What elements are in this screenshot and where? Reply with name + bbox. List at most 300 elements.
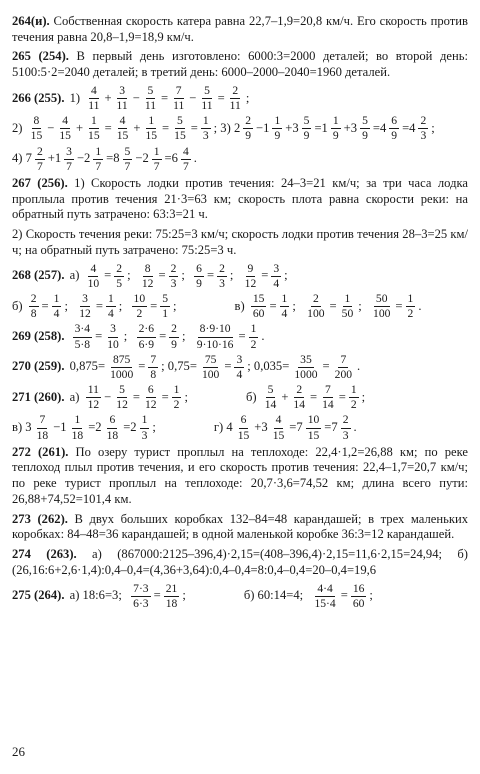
fraction: [169, 323, 179, 350]
denominator: 7: [153, 159, 160, 173]
numerator: 3: [80, 293, 90, 307]
solution-text: =: [161, 90, 169, 105]
denominator: 14: [293, 398, 306, 412]
denominator: 3: [420, 129, 427, 143]
problem-number: 273 (262).: [12, 511, 68, 526]
numerator: 7: [174, 85, 184, 99]
numerator: 1: [52, 293, 62, 307]
numerator: 1: [72, 414, 82, 428]
numerator: 5: [175, 115, 185, 129]
fraction: [243, 115, 253, 142]
numerator: 11: [86, 384, 101, 398]
numerator: 9: [246, 263, 256, 277]
fraction: [140, 414, 150, 441]
denominator: 12: [144, 398, 157, 412]
solution-text: ;: [123, 329, 134, 344]
fraction: [291, 384, 307, 411]
numerator: 2: [35, 146, 45, 160]
solution-text: =6: [164, 151, 178, 166]
numerator: 75: [203, 354, 219, 368]
fraction: [70, 414, 86, 441]
numerator: 3: [64, 146, 74, 160]
page-content: [12, 14, 468, 610]
numerator: 1: [280, 293, 290, 307]
numerator: 1: [349, 384, 359, 398]
problem-number: 271 (260).: [12, 389, 65, 404]
solution-text: =: [206, 268, 215, 283]
numerator: 7: [148, 354, 158, 368]
numerator: 2: [114, 263, 124, 277]
solution-text: ;: [245, 90, 250, 105]
solution-text: в) 3: [12, 420, 32, 435]
solution-text: ;: [64, 298, 75, 313]
solution-text: ;: [184, 389, 188, 404]
solution-text: =: [310, 389, 318, 404]
solution-text: ; 0,035=: [247, 359, 290, 374]
fraction: [143, 384, 159, 411]
solution-text: =4: [402, 121, 416, 136]
solution-text: =: [261, 268, 269, 283]
numerator: 5: [360, 115, 370, 129]
fraction: [114, 384, 130, 411]
denominator: 2: [350, 398, 357, 412]
solution-text: =2: [88, 420, 102, 435]
denominator: 11: [144, 99, 156, 113]
solution-text: =: [104, 268, 112, 283]
solution-text: в): [234, 298, 248, 313]
denominator: 12: [87, 398, 100, 412]
numerator: 50: [374, 293, 390, 307]
numerator: 10: [132, 293, 148, 307]
denominator: 7: [95, 159, 102, 173]
fraction: [171, 85, 186, 112]
denominator: 100: [201, 367, 220, 381]
fraction: [195, 323, 236, 350]
fraction: [271, 414, 287, 441]
fraction: [306, 414, 322, 441]
fraction: [418, 115, 428, 142]
numerator: 1: [272, 115, 282, 129]
numerator: 1: [249, 323, 259, 337]
fraction: [333, 354, 354, 381]
denominator: 9: [332, 129, 339, 143]
numerator: 1: [343, 293, 353, 307]
fraction: [115, 115, 131, 142]
denominator: 2: [136, 307, 143, 321]
solution-text: ;: [182, 588, 186, 603]
solution-text: =: [132, 389, 140, 404]
solution-formula-line: [12, 414, 468, 441]
fraction: [152, 146, 162, 173]
denominator: 6·9: [138, 337, 155, 351]
fraction: [123, 146, 133, 173]
problem-number: 264(и).: [12, 14, 50, 28]
fraction: [143, 85, 158, 112]
solution-text: а) (867000:2125–396,4)·2,15=(408–396,4)·2,15=11,6·2,15=24,94; б) (26,16:6+2,6·1,4):0,4–0,4=(4,36+3,64):0,4–0,4=8:0,4–0,4=20–0,4=19,6: [12, 547, 468, 577]
numerator: 7·3: [131, 583, 150, 597]
denominator: 15: [116, 129, 129, 143]
fraction: [77, 293, 93, 320]
solution-text: =: [269, 298, 277, 313]
fraction: [172, 384, 182, 411]
solution-text: −2: [135, 151, 149, 166]
denominator: 200: [334, 367, 353, 381]
denominator: 12: [79, 307, 91, 321]
denominator: 15: [59, 129, 71, 143]
solution-text: =: [138, 359, 146, 374]
solution-text: 1): [66, 90, 84, 105]
fraction: [140, 263, 156, 290]
solution-text: =: [190, 121, 198, 136]
denominator: 14: [264, 398, 277, 412]
solution-paragraph: [12, 547, 468, 578]
numerator: 2·6: [137, 323, 156, 337]
solution-text: =7: [289, 420, 303, 435]
numerator: 3: [108, 323, 118, 337]
numerator: 7: [338, 354, 348, 368]
solution-text: =: [150, 298, 158, 313]
solution-text: ;: [181, 329, 192, 344]
denominator: 3: [202, 129, 209, 143]
fraction: [52, 293, 62, 320]
solution-text: г) 4: [213, 420, 233, 435]
fraction: [200, 354, 221, 381]
numerator: 1: [89, 115, 99, 129]
page-number: 26: [12, 743, 25, 759]
fraction: [236, 414, 252, 441]
numerator: 8·9·10: [198, 323, 233, 337]
fraction: [86, 263, 102, 290]
denominator: 12: [244, 276, 257, 290]
solution-text: б): [245, 389, 260, 404]
solution-text: ; 3) 2: [213, 121, 241, 136]
solution-text: ; 0,75=: [161, 359, 197, 374]
fraction: [360, 115, 370, 142]
numerator: 2: [311, 293, 321, 307]
solution-formula-line: [12, 583, 468, 610]
solution-text: ;: [152, 420, 156, 435]
solution-text: б): [12, 298, 26, 313]
denominator: 15: [145, 129, 158, 143]
numerator: 1: [172, 384, 182, 398]
fraction: [272, 115, 282, 142]
denominator: 18: [165, 596, 178, 610]
fraction: [131, 583, 150, 610]
denominator: 1: [162, 307, 169, 321]
fraction: [341, 414, 351, 441]
denominator: 9: [171, 337, 177, 351]
solution-text: −: [104, 389, 112, 404]
solution-text: −1: [53, 420, 67, 435]
numerator: 1: [93, 146, 103, 160]
solution-text: 4) 7: [12, 151, 32, 166]
solution-text: =4: [372, 121, 387, 136]
solution-text: =: [338, 389, 346, 404]
solution-text: б) 60:14=4;: [243, 588, 310, 603]
numerator: 4: [274, 414, 284, 428]
solution-paragraph: [12, 512, 468, 543]
numerator: 2: [230, 85, 240, 99]
numerator: 875: [111, 354, 132, 368]
solution-text: =: [161, 389, 169, 404]
fraction: [108, 354, 135, 381]
denominator: 5·8: [74, 337, 91, 351]
fraction: [243, 263, 259, 290]
solution-text: .: [193, 151, 197, 166]
numerator: 8: [143, 263, 153, 277]
fraction: [73, 323, 92, 350]
denominator: 12: [116, 398, 128, 412]
solution-text: +: [104, 90, 112, 105]
fraction: [389, 115, 399, 142]
solution-text: =: [395, 298, 403, 313]
numerator: 5: [146, 85, 156, 99]
fraction: [29, 293, 39, 320]
solution-text: +3: [254, 420, 268, 435]
solution-text: ;: [118, 298, 129, 313]
problem-number: 266 (255).: [12, 90, 65, 105]
numerator: 5: [302, 115, 312, 129]
denominator: 50: [341, 307, 354, 321]
solution-text: =: [322, 359, 330, 374]
fraction: [280, 293, 290, 320]
numerator: 1: [406, 293, 416, 307]
fraction: [302, 115, 312, 142]
numerator: 3: [117, 85, 127, 99]
numerator: 4: [118, 115, 128, 129]
solution-text: ;: [369, 588, 373, 603]
problem-number: 269 (258).: [12, 329, 65, 344]
solution-text: ;: [229, 268, 240, 283]
solution-text: −: [47, 121, 55, 136]
solution-text: ;: [431, 121, 435, 136]
solution-text: 0,875=: [66, 359, 106, 374]
solution-text: −: [189, 90, 197, 105]
denominator: 3: [342, 428, 349, 442]
denominator: 2: [407, 307, 414, 321]
solution-text: а): [66, 389, 83, 404]
denominator: 4: [281, 307, 288, 321]
solution-text: =: [217, 90, 225, 105]
solution-formula-line: [12, 323, 468, 350]
numerator: 7: [37, 414, 47, 428]
numerator: 5: [202, 85, 212, 99]
numerator: 5: [123, 146, 133, 160]
solution-text: =: [162, 121, 170, 136]
fraction: [305, 293, 326, 320]
denominator: 15: [174, 129, 186, 143]
fraction: [86, 85, 101, 112]
denominator: 9: [391, 129, 398, 143]
denominator: 12: [141, 276, 154, 290]
solution-text: 2): [12, 121, 26, 136]
fraction: [148, 354, 158, 381]
solution-paragraph: [12, 227, 468, 258]
denominator: 15: [30, 129, 43, 143]
denominator: 15: [307, 428, 320, 442]
numerator: 6: [146, 384, 156, 398]
solution-text: =: [224, 359, 232, 374]
fraction: [164, 583, 180, 610]
numerator: 5: [266, 384, 276, 398]
numerator: 2: [243, 115, 253, 129]
numerator: 21: [164, 583, 180, 597]
fraction: [251, 293, 267, 320]
numerator: 4: [60, 115, 70, 129]
fraction: [371, 293, 392, 320]
solution-text: =8: [106, 151, 120, 166]
numerator: 2: [217, 263, 227, 277]
denominator: 15: [88, 129, 100, 143]
numerator: 2: [169, 263, 179, 277]
numerator: 4·4: [315, 583, 334, 597]
solution-paragraph: [12, 49, 468, 80]
problem-number: 272 (261).: [12, 444, 69, 459]
solution-text: −: [132, 90, 140, 105]
denominator: 7: [124, 159, 131, 173]
solution-text: +3: [285, 121, 299, 136]
solution-paragraph: [12, 14, 468, 45]
denominator: 4: [273, 276, 280, 290]
denominator: 6·3: [133, 596, 149, 610]
fraction: [312, 583, 337, 610]
solution-text: ;: [127, 268, 137, 283]
denominator: 100: [307, 307, 325, 321]
numerator: 2: [418, 115, 428, 129]
fraction: [143, 115, 159, 142]
fraction: [199, 85, 214, 112]
solution-text: ;: [358, 298, 369, 313]
problem-number: 275 (264).: [12, 588, 65, 603]
denominator: 11: [116, 99, 128, 113]
solution-text: =: [158, 268, 166, 283]
fraction: [86, 384, 102, 411]
solution-text: ;: [181, 268, 192, 283]
fraction: [169, 263, 179, 290]
denominator: 4: [53, 307, 60, 321]
fraction: [35, 414, 51, 441]
numerator: 4: [89, 85, 99, 99]
fraction: [406, 293, 416, 320]
fraction: [181, 146, 191, 173]
fraction: [35, 146, 45, 173]
denominator: 10: [107, 337, 119, 351]
solution-text: =: [95, 329, 103, 344]
solution-formula-line: [12, 354, 468, 381]
solution-formula-line: [12, 146, 468, 173]
solution-text: =7: [324, 420, 338, 435]
denominator: 8: [30, 307, 37, 321]
fraction: [57, 115, 73, 142]
solution-text: −2: [76, 151, 91, 166]
fraction: [349, 384, 359, 411]
numerator: 15: [251, 293, 267, 307]
fraction: [105, 414, 121, 441]
solution-text: ;: [284, 268, 288, 283]
fraction: [217, 263, 227, 290]
problem-number: 274 (263).: [12, 547, 77, 562]
solution-paragraph: [12, 176, 468, 223]
solution-text: .: [418, 298, 422, 313]
solution-text: +3: [343, 121, 358, 136]
fraction: [201, 115, 211, 142]
solution-text: =: [159, 329, 167, 344]
fraction: [249, 323, 259, 350]
numerator: 3: [271, 263, 281, 277]
fraction: [320, 384, 336, 411]
denominator: 15·4: [314, 596, 336, 610]
solution-text: ;: [361, 389, 366, 404]
solution-text: .: [357, 359, 361, 374]
numerator: 1: [331, 115, 341, 129]
solution-formula-line: [12, 85, 468, 112]
solution-paragraph: [12, 445, 468, 508]
solution-text: ;: [173, 298, 177, 313]
solution-text: =: [238, 329, 246, 344]
denominator: 15: [272, 428, 285, 442]
fraction: [340, 293, 356, 320]
solution-text: −1: [256, 121, 270, 136]
numerator: 1: [152, 146, 162, 160]
solution-text: .: [261, 329, 265, 344]
solution-text: =1: [314, 121, 328, 136]
numerator: 1: [140, 414, 150, 428]
fraction: [93, 146, 103, 173]
denominator: 3: [219, 276, 225, 290]
numerator: 4: [181, 146, 191, 160]
solution-text: +1: [47, 151, 62, 166]
denominator: 2: [173, 398, 180, 412]
numerator: 1: [106, 293, 116, 307]
fraction: [114, 263, 124, 290]
solution-text: По озеру турист проплыл на теплоходе: 22,4·1,2=26,88 км; по реке теплоход плыл против течения, и его скорость против течения: 22,4–1,7=20,7 км/ч; по реке турист проплыл на теплоходе: 20,7·3,6=74,52 км; длина всего пути: 26,88+74,52=101,4 км.: [12, 444, 468, 506]
solution-text: +: [75, 121, 84, 136]
numerator: 4: [88, 263, 98, 277]
numerator: 2: [29, 293, 39, 307]
denominator: 11: [229, 99, 241, 113]
denominator: 9: [196, 276, 202, 290]
denominator: 9: [245, 129, 252, 143]
numerator: 6: [239, 414, 249, 428]
denominator: 9: [362, 129, 368, 143]
denominator: 7: [182, 159, 189, 173]
solution-text: +: [281, 389, 289, 404]
numerator: 3·4: [73, 323, 92, 337]
fraction: [172, 115, 188, 142]
fraction: [263, 384, 279, 411]
denominator: 9: [303, 129, 310, 143]
fraction: [115, 85, 130, 112]
denominator: 18: [36, 428, 49, 442]
denominator: 18: [71, 428, 84, 442]
denominator: 3: [141, 428, 148, 442]
solution-text: [66, 329, 69, 345]
solution-text: =2: [123, 420, 137, 435]
numerator: 1: [201, 115, 211, 129]
solution-formula-line: [12, 263, 468, 290]
numerator: 2: [169, 323, 179, 337]
numerator: 5: [160, 293, 170, 307]
numerator: 16: [351, 583, 367, 597]
solution-text: =: [153, 588, 161, 603]
numerator: 6: [107, 414, 117, 428]
numerator: 6: [389, 115, 399, 129]
solution-text: Собственная скорость катера равна 22,7–1,9=20,8 км/ч. Его скорость против течения равна 20,8–1,9=18,9 км/ч.: [12, 14, 468, 44]
solution-text: В двух больших коробках 132–84=48 карандашей; в трех маленьких коробках: 84–48=36 карандашей; в одной маленькой коробке 36:3=12 карандашей.: [12, 511, 468, 542]
denominator: 2: [250, 337, 257, 351]
solution-text: =: [41, 298, 49, 313]
numerator: 7: [323, 384, 333, 398]
